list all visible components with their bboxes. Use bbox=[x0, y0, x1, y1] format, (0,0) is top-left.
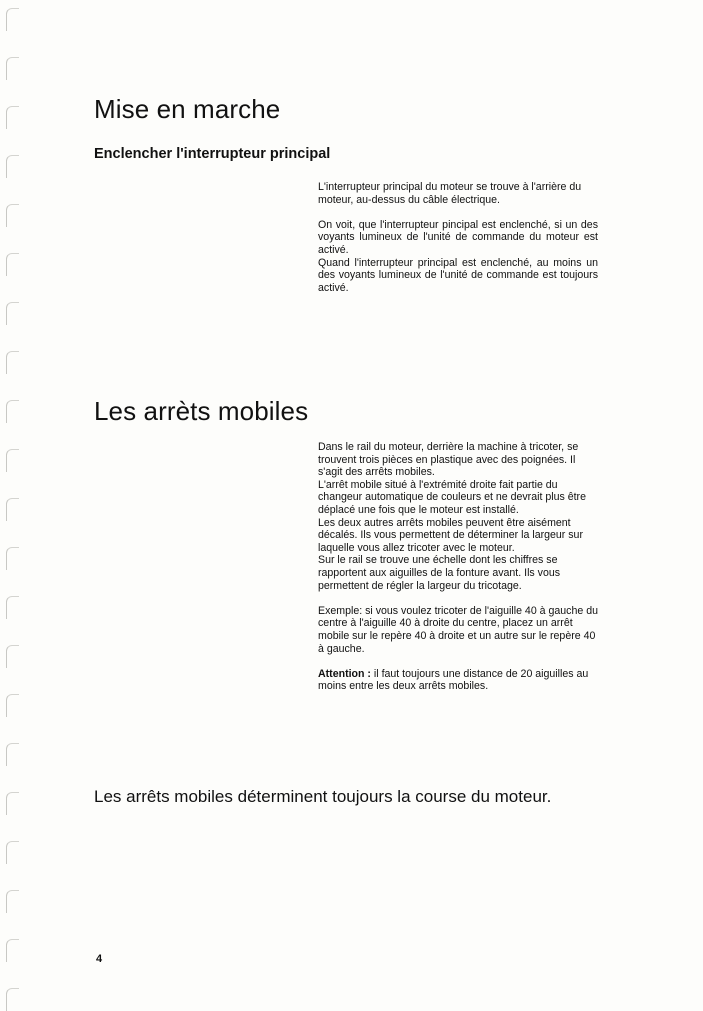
paragraph: Sur le rail se trouve une échelle dont les chiffres se rapportent aux aiguilles de la fonture avant. Ils vous permettent de régler la largeur du tricotage. bbox=[318, 554, 561, 592]
paragraph: L'arrêt mobile situé à l'extrémité droite fait partie du changeur automatique de couleurs et ne devrait plus être déplacé une fois que le moteur est installé. bbox=[318, 478, 586, 516]
attention-paragraph bbox=[318, 668, 598, 693]
binding-hole bbox=[6, 449, 19, 472]
binding-hole bbox=[6, 743, 19, 766]
binding-hole bbox=[6, 57, 19, 80]
attention-text: il faut toujours une distance de 20 aiguilles au moins entre les deux arrêts mobiles. bbox=[318, 667, 589, 693]
binding-hole bbox=[6, 302, 19, 325]
arrets-mobiles-text bbox=[318, 441, 598, 693]
closing-statement: Les arrêts mobiles déterminent toujours la course du moteur. bbox=[94, 787, 552, 806]
section-title-arrets-mobiles: Les arrèts mobiles bbox=[94, 396, 309, 426]
binding-hole bbox=[6, 645, 19, 668]
binding-hole bbox=[6, 841, 19, 864]
section-title-mise-en-marche: Mise en marche bbox=[94, 94, 281, 124]
attention-label: Attention : bbox=[318, 667, 371, 680]
example-paragraph: Exemple: si vous voulez tricoter de l'aiguille 40 à gauche du centre à l'aiguille 40 à droite du centre, placez un arrêt mobile sur le repère 40 à droite et un autre sur le repère 40 à gauche. bbox=[318, 604, 598, 655]
paragraph: Quand l'interrupteur principal est enclenché, au moins un des voyants lumineux de l'unité de commande est toujours activé. bbox=[318, 256, 598, 294]
binding-hole bbox=[6, 890, 19, 913]
binding-hole bbox=[6, 694, 19, 717]
binding-hole bbox=[6, 498, 19, 521]
binding-hole bbox=[6, 106, 19, 129]
paragraph: On voit, que l'interrupteur pincipal est enclenché, si un des voyants lumineux de l'unité de commande du moteur est activé. bbox=[318, 218, 598, 256]
section-subtitle-interrupteur: Enclencher l'interrupteur principal bbox=[94, 146, 331, 162]
binding-hole bbox=[6, 939, 19, 962]
mise-en-marche-text bbox=[318, 181, 598, 294]
page-number: 4 bbox=[96, 953, 103, 965]
paragraph: Les deux autres arrêts mobiles peuvent être aisément décalés. Ils vous permettent de déterminer la largeur sur laquelle vous allez tricoter avec le moteur. bbox=[318, 516, 583, 554]
binding-hole bbox=[6, 400, 19, 423]
binding-hole bbox=[6, 253, 19, 276]
binding-hole bbox=[6, 792, 19, 815]
binding-hole bbox=[6, 596, 19, 619]
binding-hole bbox=[6, 8, 19, 31]
binding-hole bbox=[6, 547, 19, 570]
binding-hole bbox=[6, 351, 19, 374]
binding-holes bbox=[0, 0, 22, 1000]
paragraph: L'interrupteur principal du moteur se trouve à l'arrière du moteur, au-dessus du câble électrique. bbox=[318, 181, 582, 206]
paragraph: Dans le rail du moteur, derrière la machine à tricoter, se trouvent trois pièces en plastique avec des poignées. Il s'agit des arrêts mobiles. bbox=[318, 441, 579, 479]
binding-hole bbox=[6, 155, 19, 178]
binding-hole bbox=[6, 204, 19, 227]
